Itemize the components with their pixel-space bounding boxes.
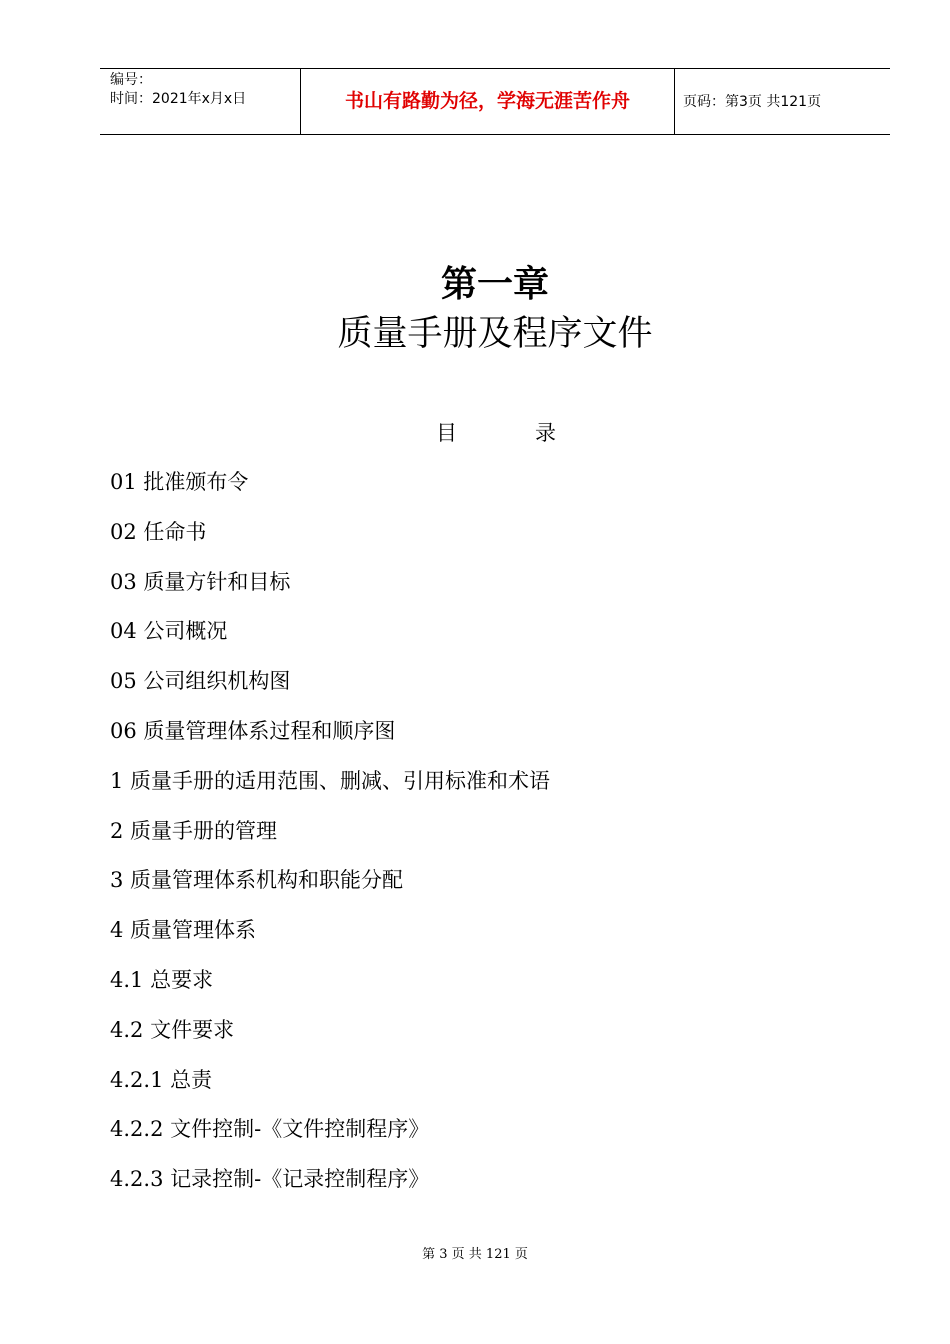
toc-heading-right: 录 — [535, 421, 556, 445]
toc-item: 4.1 总要求 — [110, 967, 214, 992]
chapter-title: 第一章 — [440, 263, 549, 305]
header-right-cell — [675, 69, 890, 134]
toc-item: 4.2.3 记录控制-《记录控制程序》 — [110, 1167, 430, 1192]
toc-item: 2 质量手册的管理 — [110, 818, 278, 843]
toc-item: 1 质量手册的适用范围、删减、引用标准和术语 — [110, 768, 551, 793]
toc-item: 4 质量管理体系 — [110, 918, 257, 943]
motto-text: 书山有路勤为径，学海无涯苦作舟 — [344, 90, 630, 112]
page-footer: 第 3 页 共 121 页 — [422, 1247, 528, 1262]
header-left-cell — [100, 69, 301, 134]
toc-item: 06 质量管理体系过程和顺序图 — [110, 718, 396, 743]
toc-item: 4.2.2 文件控制-《文件控制程序》 — [110, 1117, 430, 1142]
toc-list — [110, 469, 550, 1216]
toc-item: 04 公司概况 — [110, 619, 228, 644]
toc-item: 4.2 文件要求 — [110, 1017, 235, 1042]
toc-item: 03 质量方针和目标 — [110, 569, 291, 594]
time-label: 时间：2021年x月x日 — [110, 91, 247, 107]
toc-item: 02 任命书 — [110, 519, 207, 544]
chapter-subtitle: 质量手册及程序文件 — [337, 314, 653, 354]
page-info: 页码：第3页 共121页 — [683, 94, 822, 110]
toc-item: 01 批准颁布令 — [110, 470, 249, 494]
toc-item: 4.2.1 总责 — [110, 1067, 213, 1092]
header-middle-cell — [301, 69, 675, 134]
page-header — [100, 68, 890, 135]
serial-label: 编号： — [110, 72, 152, 88]
toc-item: 3 质量管理体系机构和职能分配 — [110, 868, 404, 893]
toc-item: 05 公司组织机构图 — [110, 669, 291, 694]
toc-heading-left: 目 — [436, 421, 457, 445]
